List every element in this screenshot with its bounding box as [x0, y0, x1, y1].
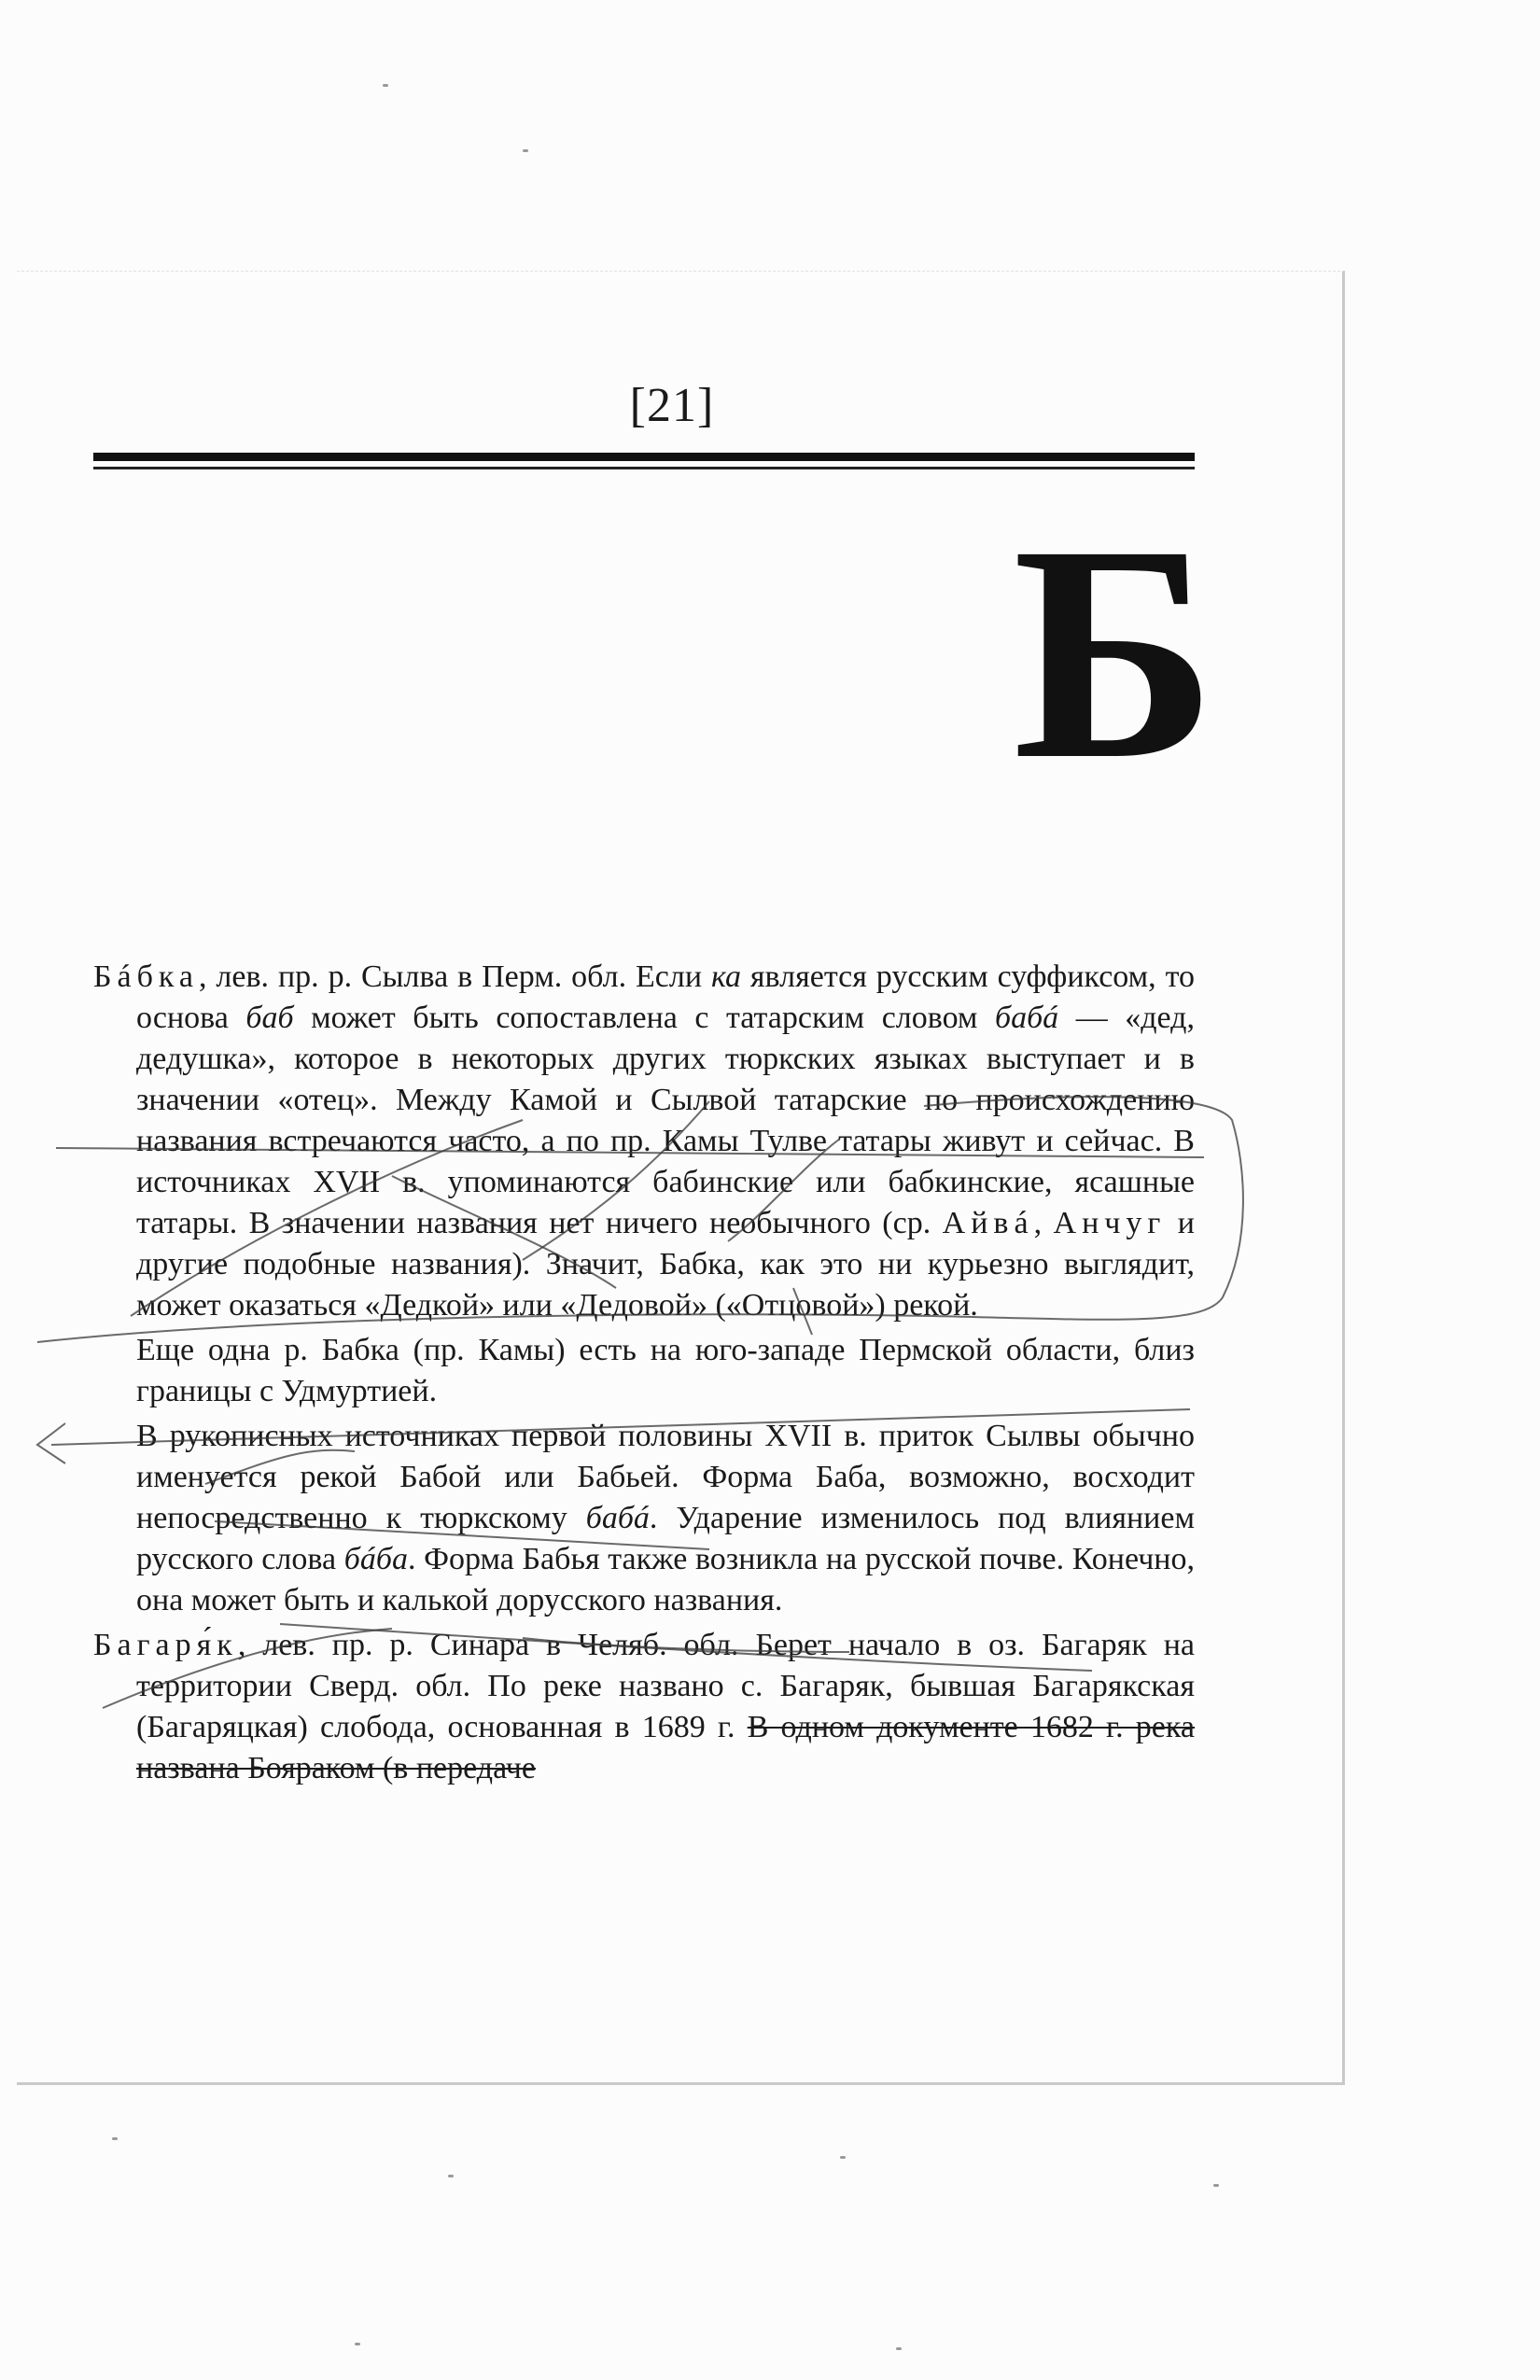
spaced-name-aiva: Айвá: [942, 1206, 1034, 1240]
headword-babka: Бáбка: [93, 959, 200, 994]
sub-paragraph-text: . Форма Бабья также возникла на русской почве. Конечно, она может быть и калькой дорусского названия.: [136, 1542, 1195, 1617]
entry-italic: бабá: [994, 1001, 1059, 1035]
scan-speck: [355, 2343, 360, 2345]
entry-italic: баб: [245, 1001, 294, 1035]
scan-speck: [896, 2347, 902, 2350]
sub-paragraph-1: Еще одна р. Бабка (пр. Камы) есть на юго-западе Пермской области, близ границы с Удмуртией.: [136, 1333, 1195, 1408]
entry-bagaryak: [93, 1625, 1195, 1789]
sub-paragraph-text: . Ударение изменилось под влиянием русского слова: [136, 1501, 1195, 1576]
scan-speck: [448, 2175, 454, 2177]
scan-speck: [112, 2137, 118, 2140]
headword-bagaryak: Багаря́к: [93, 1628, 238, 1662]
entry-italic: ка: [710, 959, 741, 994]
sub-paragraph-italic: бáба: [343, 1542, 408, 1576]
entry-text: , лев. пр. р. Синара в Челяб. обл. Берет начало в оз. Багаряк на территории Сверд. обл. По реке названо с. Багаряк, бывшая Багарякская (Багаряцкая) слобода, основанная в 1689 г.: [136, 1628, 1195, 1744]
sub-paragraph-italic: бабá: [585, 1501, 650, 1535]
entry-text: ,: [1033, 1206, 1054, 1240]
entry-text: является русским суффиксом, то основа: [136, 959, 1195, 1035]
spaced-name-anchug: Анчуг: [1053, 1206, 1167, 1240]
entry-text: , лев. пр. р. Сылва в Перм. обл. Если: [199, 959, 711, 994]
entry-text: — «дед, дедушка», которое в некоторых других тюркских языках выступает и в значении «отец». Между Камой и Сылвой татарские по происхождению названия встречаются часто, а по пр. Камы Тулве татары живут и сейчас. В источниках XVII в. упоминаются бабинские или бабкинские, ясашные татары. В значении названия нет ничего необычного (ср.: [136, 1001, 1195, 1240]
sub-paragraph-text: В рукописных источниках первой половины XVII в. приток Сылвы обычно именуется рекой Бабой или Бабьей. Форма Баба, возможно, восходит непосредственно к тюркскому: [136, 1419, 1195, 1535]
entry-text: может быть сопоставлена с татарским словом: [293, 1001, 995, 1035]
sub-paragraph-2: [93, 1416, 1195, 1621]
scan-speck: [840, 2156, 846, 2159]
scan-speck: [1213, 2184, 1219, 2187]
header-rule-thin: [93, 467, 1195, 469]
scan-speck: [523, 149, 528, 152]
header-rule-thick: [93, 453, 1195, 461]
crossed-out-text: В одном документе 1682 г. река названа Бояраком (в передаче: [136, 1710, 1195, 1785]
section-letter: Б: [1013, 483, 1217, 823]
dictionary-text: [93, 957, 1195, 1793]
page-number: [21]: [629, 379, 715, 432]
entry-babka: [93, 957, 1195, 1326]
scan-speck: [383, 84, 388, 87]
entry-text: и другие подобные названия). Значит, Бабка, как это ни курьезно выглядит, может оказаться «Дедкой» или «Дедовой» («Отцовой») рекой.: [136, 1206, 1195, 1323]
